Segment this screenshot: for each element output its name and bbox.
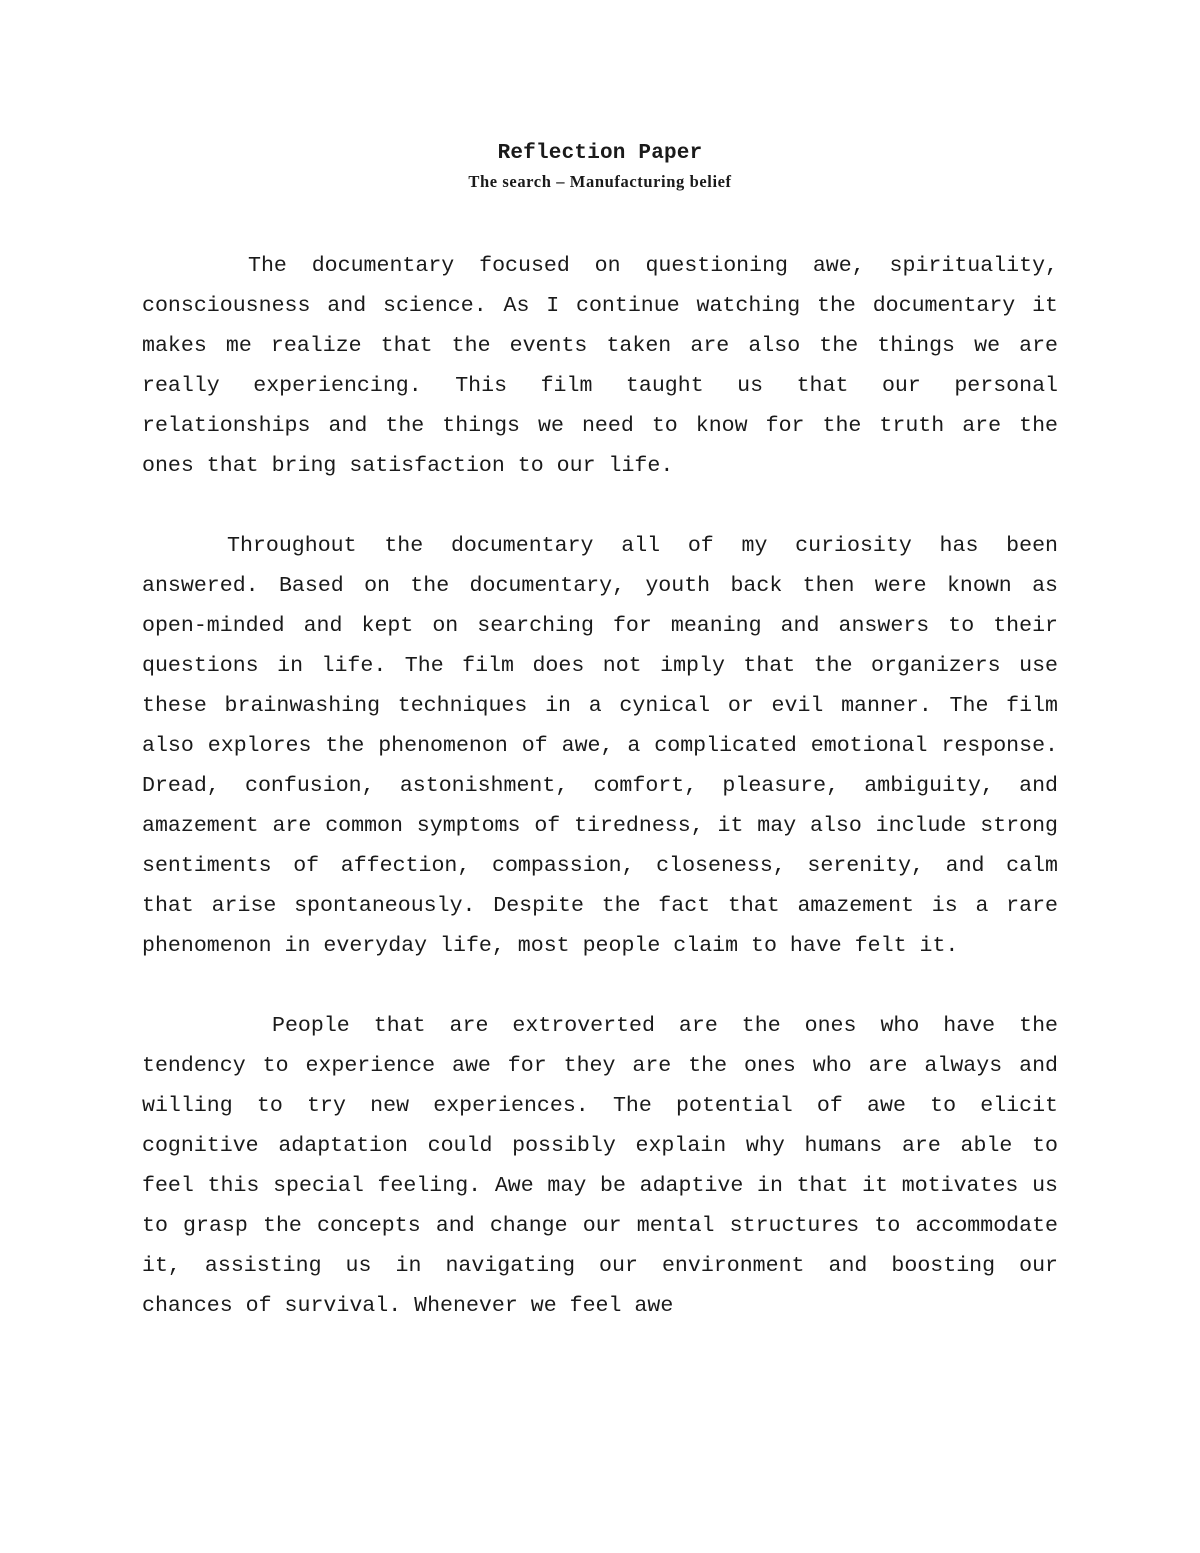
paragraph-3: People that are extroverted are the ones who have the tendency to experience awe for they are the ones who are always and willing to try new experiences. The potential of awe to elicit cognitive adaptation could possibly explain why humans are able to feel this special feeling. Awe may be adaptive in that it motivates us to grasp the concepts and change our mental structures to accommodate it, assisting us in navigating our environment and boosting our chances of survival. Whenever we feel awe (142, 1014, 1058, 1318)
page-subtitle: The search – Manufacturing belief (468, 172, 732, 191)
title-block (0, 140, 1200, 196)
document-body (142, 246, 1058, 1326)
page-title: Reflection Paper (497, 142, 703, 165)
paragraph-2: Throughout the documentary all of my curiosity has been answered. Based on the documentary, youth back then were known as open-minded and kept on searching for meaning and answers to their questions in life. The film does not imply that the organizers use these brainwashing techniques in a cynical or evil manner. The film also explores the phenomenon of awe, a complicated emotional response. Dread, confusion, astonishment, comfort, pleasure, ambiguity, and amazement are common symptoms of tiredness, it may also include strong sentiments of affection, compassion, closeness, serenity, and calm that arise spontaneously. Despite the fact that amazement is a rare phenomenon in everyday life, most people claim to have felt it. (142, 534, 1058, 958)
paragraph-1: The documentary focused on questioning awe, spirituality, consciousness and science. As I continue watching the documentary it makes me realize that the events taken are also the things we are really experiencing. This film taught us that our personal relationships and the things we need to know for the truth are the ones that bring satisfaction to our life. (142, 254, 1058, 478)
